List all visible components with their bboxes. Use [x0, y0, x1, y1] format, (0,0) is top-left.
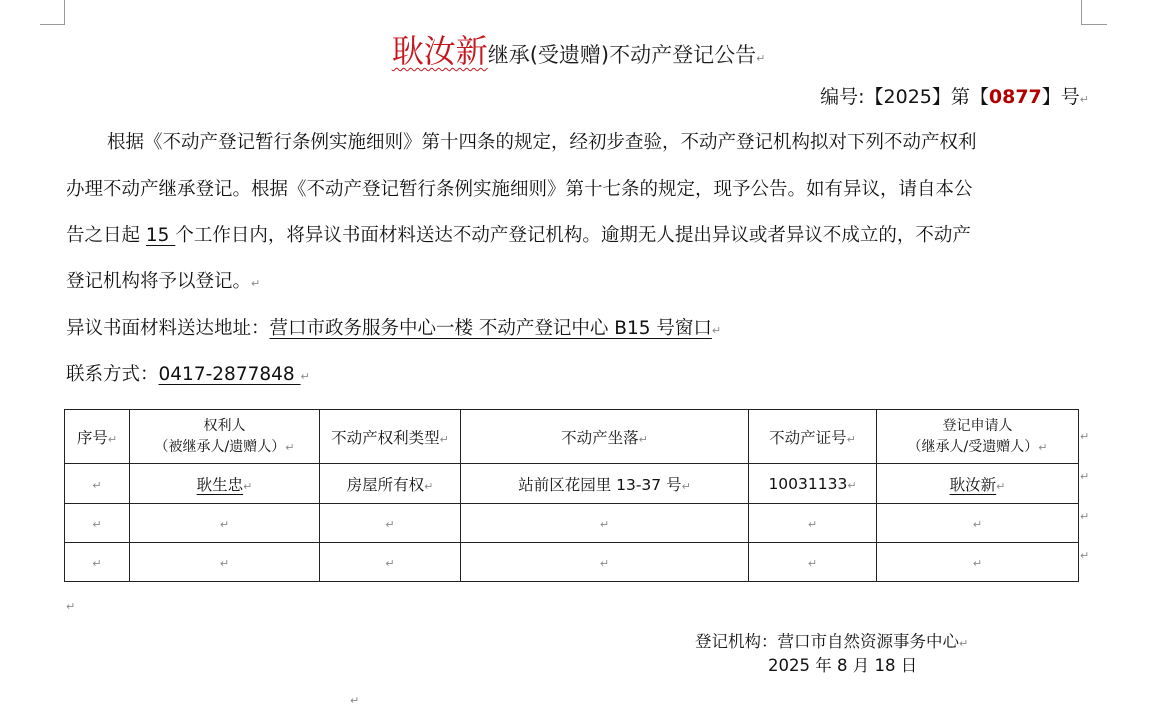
notice-title	[0, 26, 1157, 72]
empty-paragraph-mark: ↵	[66, 600, 76, 613]
cell-seq	[65, 543, 130, 582]
table-row	[65, 464, 1079, 504]
paragraph-mark: ↵	[107, 432, 118, 446]
paragraph-mark: ↵	[638, 432, 648, 446]
header-right-holder-label: 权利人	[203, 417, 246, 434]
paragraph-mark: ↵	[846, 432, 856, 446]
cell-cert-no	[749, 464, 877, 504]
header-applicant-label: 登记申请人	[942, 417, 1013, 434]
paragraph-mark: ↵	[243, 479, 253, 493]
paragraph-mark: ↵	[385, 557, 395, 570]
cell-right-type	[320, 504, 461, 543]
paragraph-mark: ↵	[385, 518, 395, 531]
paragraph-mark: ↵	[92, 478, 102, 492]
paragraph-mark: ↵	[711, 324, 722, 337]
objection-address	[66, 314, 721, 340]
paragraph-mark: ↵	[219, 557, 230, 570]
cell-text: 站前区花园里 13-37 号	[518, 475, 682, 494]
cell-text: 耿生忠	[196, 475, 244, 494]
cell-seq	[65, 464, 130, 504]
table-row	[65, 543, 1079, 582]
applicant-name-title: 耿汝新	[391, 32, 488, 70]
doc-number-value: 0877	[988, 86, 1042, 108]
header-applicant-sub-text: （继承人/受遗赠人）	[907, 438, 1039, 455]
paragraph-mark: ↵	[807, 557, 818, 570]
body-line-3	[66, 221, 971, 247]
cell-cert-no	[749, 543, 877, 582]
cell-right-holder	[130, 504, 320, 543]
cell-applicant	[877, 543, 1079, 582]
paragraph-mark: ↵	[285, 440, 295, 454]
table-row	[65, 504, 1079, 543]
empty-paragraph-mark: ↵	[350, 694, 360, 707]
row-end-mark: ↵	[1080, 549, 1090, 562]
document-number	[820, 82, 1089, 109]
paragraph-mark: ↵	[681, 479, 691, 493]
paragraph-mark: ↵	[807, 518, 818, 531]
crop-mark-top-left-h	[40, 24, 65, 25]
paragraph-mark: ↵	[599, 557, 610, 570]
cell-location	[461, 504, 749, 543]
contact-label: 联系方式：	[66, 364, 159, 385]
header-right-holder-sub	[130, 437, 319, 458]
cell-text: 房屋所有权	[346, 475, 425, 494]
cell-right-type	[320, 464, 461, 504]
header-seq	[65, 410, 130, 464]
contact-line	[66, 360, 310, 386]
header-applicant-sub	[877, 437, 1078, 458]
cell-text: 耿汝新	[949, 475, 997, 494]
paragraph-mark: ↵	[972, 518, 983, 531]
doc-number-prefix: 编号:【2025】第【	[820, 86, 989, 108]
crop-mark-top-right-h	[1081, 24, 1107, 25]
header-cert-no-label: 不动产证号	[769, 428, 847, 447]
row-end-mark: ↵	[1080, 470, 1090, 483]
paragraph-mark: ↵	[756, 52, 766, 65]
paragraph-mark: ↵	[847, 478, 857, 492]
cell-right-holder	[130, 543, 320, 582]
header-right-holder-sub-text: （被继承人/遗赠人）	[154, 438, 286, 455]
paragraph-mark: ↵	[92, 518, 102, 531]
header-applicant	[877, 410, 1079, 464]
header-location	[461, 410, 749, 464]
title-rest: 继承(受遗赠)不动产登记公告	[487, 43, 757, 67]
crop-mark-top-right-v	[1081, 0, 1082, 24]
header-seq-label: 序号	[76, 428, 108, 447]
paragraph-mark: ↵	[439, 432, 449, 446]
cell-right-type	[320, 543, 461, 582]
paragraph-mark: ↵	[300, 370, 310, 383]
body-line-3-end: 个工作日内，将异议书面材料送达不动产登记机构。逾期无人提出异议或者异议不成立的，不动产	[175, 225, 971, 246]
header-location-label: 不动产坐落	[561, 428, 639, 447]
body-line-4-text: 登记机构将予以登记。	[66, 271, 252, 292]
cell-location	[461, 464, 749, 504]
notice-date: 2025 年 8 月 18 日	[768, 656, 918, 675]
header-right-type	[320, 410, 461, 464]
cell-right-holder	[130, 464, 320, 504]
cell-applicant	[877, 464, 1079, 504]
paragraph-mark: ↵	[959, 637, 969, 650]
paragraph-mark: ↵	[424, 479, 434, 493]
registration-authority	[695, 628, 968, 652]
cell-cert-no	[749, 504, 877, 543]
doc-number-suffix: 】号	[1041, 86, 1080, 108]
header-cert-no	[749, 410, 877, 464]
body-line-3-start: 告之日起	[66, 225, 141, 246]
body-line-1: 根据《不动产登记暂行条例实施细则》第十四条的规定，经初步查验，不动产登记机构拟对下列不动产权利	[107, 132, 977, 153]
crop-mark-top-left-v	[64, 0, 65, 24]
address-label: 异议书面材料送达地址：	[66, 318, 270, 339]
table-header-row	[65, 410, 1079, 464]
registration-table	[64, 409, 1079, 582]
body-line-4	[66, 267, 260, 293]
registration-authority-text: 登记机构：营口市自然资源事务中心	[695, 632, 959, 651]
paragraph-mark: ↵	[1079, 93, 1089, 106]
paragraph-mark: ↵	[92, 557, 102, 570]
paragraph-mark: ↵	[1038, 440, 1048, 454]
objection-days: 15	[145, 225, 176, 246]
paragraph-mark: ↵	[251, 277, 261, 290]
header-right-holder	[130, 410, 320, 464]
row-end-mark: ↵	[1080, 430, 1090, 443]
contact-phone: 0417-2877848	[158, 364, 301, 385]
cell-location	[461, 543, 749, 582]
header-right-type-label: 不动产权利类型	[331, 428, 440, 447]
paragraph-mark: ↵	[219, 518, 230, 531]
body-line-2: 办理不动产继承登记。根据《不动产登记暂行条例实施细则》第十七条的规定，现予公告。如有异议，请自本公	[66, 179, 973, 200]
paragraph-mark: ↵	[996, 479, 1006, 493]
cell-applicant	[877, 504, 1079, 543]
cell-text: 10031133	[768, 474, 848, 493]
address-value: 营口市政务服务中心一楼 不动产登记中心 B15 号窗口	[269, 318, 712, 339]
paragraph-mark: ↵	[972, 557, 983, 570]
row-end-mark: ↵	[1080, 510, 1090, 523]
cell-seq	[65, 504, 130, 543]
paragraph-mark: ↵	[599, 518, 610, 531]
